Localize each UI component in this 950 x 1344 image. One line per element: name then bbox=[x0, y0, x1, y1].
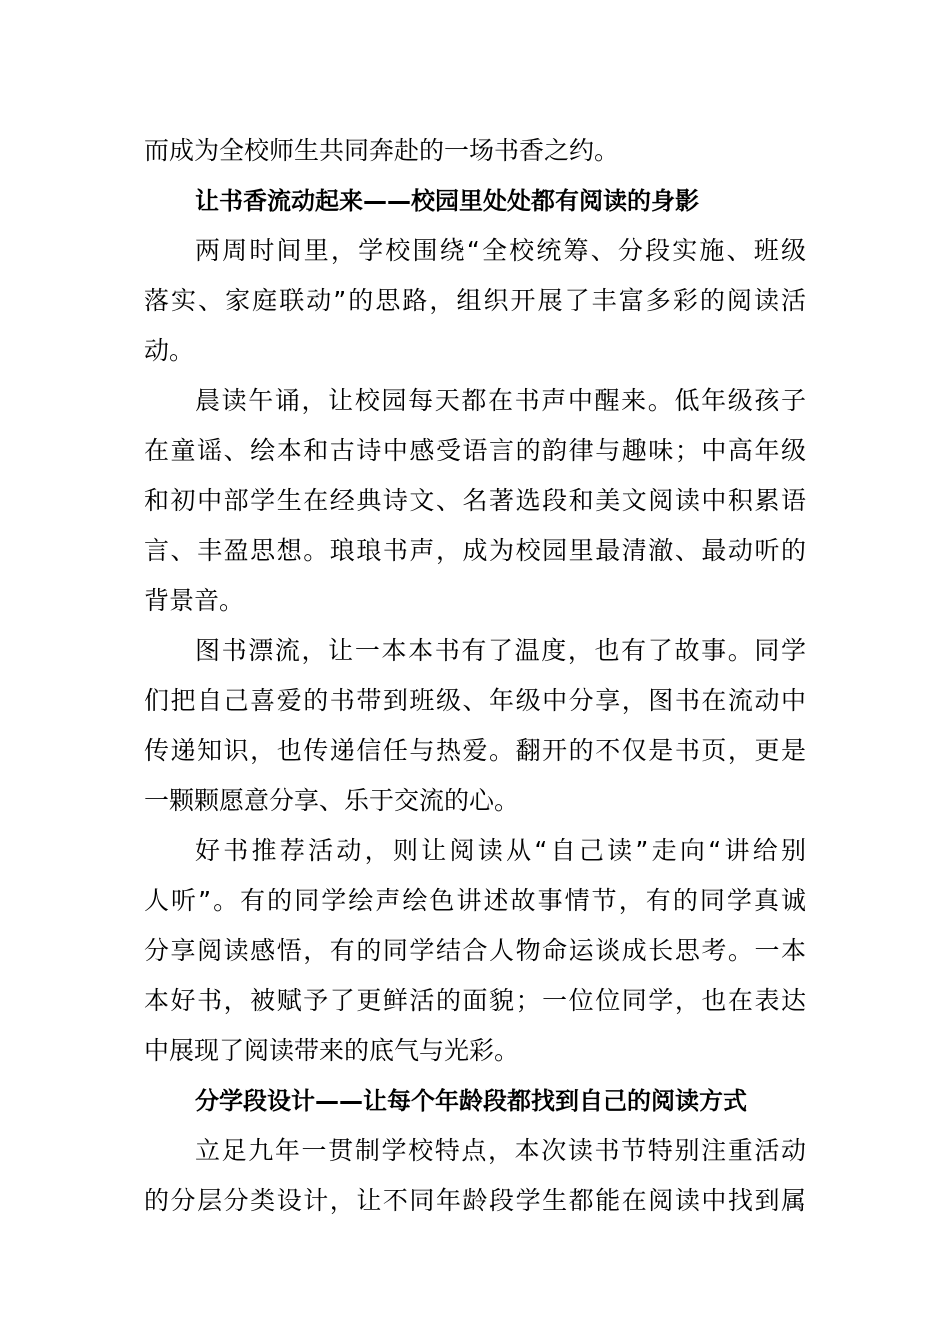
text-line: 一颗颗愿意分享、乐于交流的心。 bbox=[144, 786, 520, 815]
document-page bbox=[144, 126, 806, 1226]
text-line: 传递知识，也传递信任与热爱。翻开的不仅是书页，更是 bbox=[144, 736, 806, 765]
body-paragraph bbox=[144, 376, 806, 626]
text-line: 和初中部学生在经典诗文、名著选段和美文阅读中积累语 bbox=[144, 486, 806, 515]
section-heading bbox=[144, 1076, 806, 1126]
body-paragraph bbox=[144, 826, 806, 1076]
text-line: 图书漂流，让一本本书有了温度，也有了故事。同学 bbox=[195, 636, 806, 665]
text-line: 在童谣、绘本和古诗中感受语言的韵律与趣味；中高年级 bbox=[144, 436, 806, 465]
text-line: 中展现了阅读带来的底气与光彩。 bbox=[144, 1036, 520, 1065]
text-line: 落实、家庭联动”的思路，组织开展了丰富多彩的阅读活 bbox=[144, 286, 806, 315]
text-line: 的分层分类设计，让不同年龄段学生都能在阅读中找到属 bbox=[144, 1186, 806, 1215]
section-heading bbox=[144, 176, 806, 226]
text-line: 而成为全校师生共同奔赴的一场书香之约。 bbox=[144, 136, 620, 165]
text-line: 晨读午诵，让校园每天都在书声中醒来。低年级孩子 bbox=[195, 386, 806, 415]
text-line: 两周时间里，学校围绕“全校统筹、分段实施、班级 bbox=[195, 236, 806, 265]
text-line: 本好书，被赋予了更鲜活的面貌；一位位同学，也在表达 bbox=[144, 986, 806, 1015]
body-paragraph bbox=[144, 1126, 806, 1226]
body-paragraph bbox=[144, 226, 806, 376]
body-paragraph bbox=[144, 626, 806, 826]
body-paragraph bbox=[144, 126, 806, 176]
text-line: 动。 bbox=[144, 336, 195, 365]
text-line: 好书推荐活动，则让阅读从“自己读”走向“讲给别 bbox=[195, 836, 806, 865]
text-line: 言、丰盈思想。琅琅书声，成为校园里最清澈、最动听的 bbox=[144, 536, 806, 565]
text-line: 人听”。有的同学绘声绘色讲述故事情节，有的同学真诚 bbox=[144, 886, 806, 915]
text-line: 让书香流动起来——校园里处处都有阅读的身影 bbox=[195, 187, 699, 215]
text-line: 背景音。 bbox=[144, 586, 245, 615]
text-line: 们把自己喜爱的书带到班级、年级中分享，图书在流动中 bbox=[144, 686, 806, 715]
text-line: 分享阅读感悟，有的同学结合人物命运谈成长思考。一本 bbox=[144, 936, 806, 965]
text-line: 立足九年一贯制学校特点，本次读书节特别注重活动 bbox=[195, 1136, 806, 1165]
text-line: 分学段设计——让每个年龄段都找到自己的阅读方式 bbox=[195, 1087, 747, 1115]
